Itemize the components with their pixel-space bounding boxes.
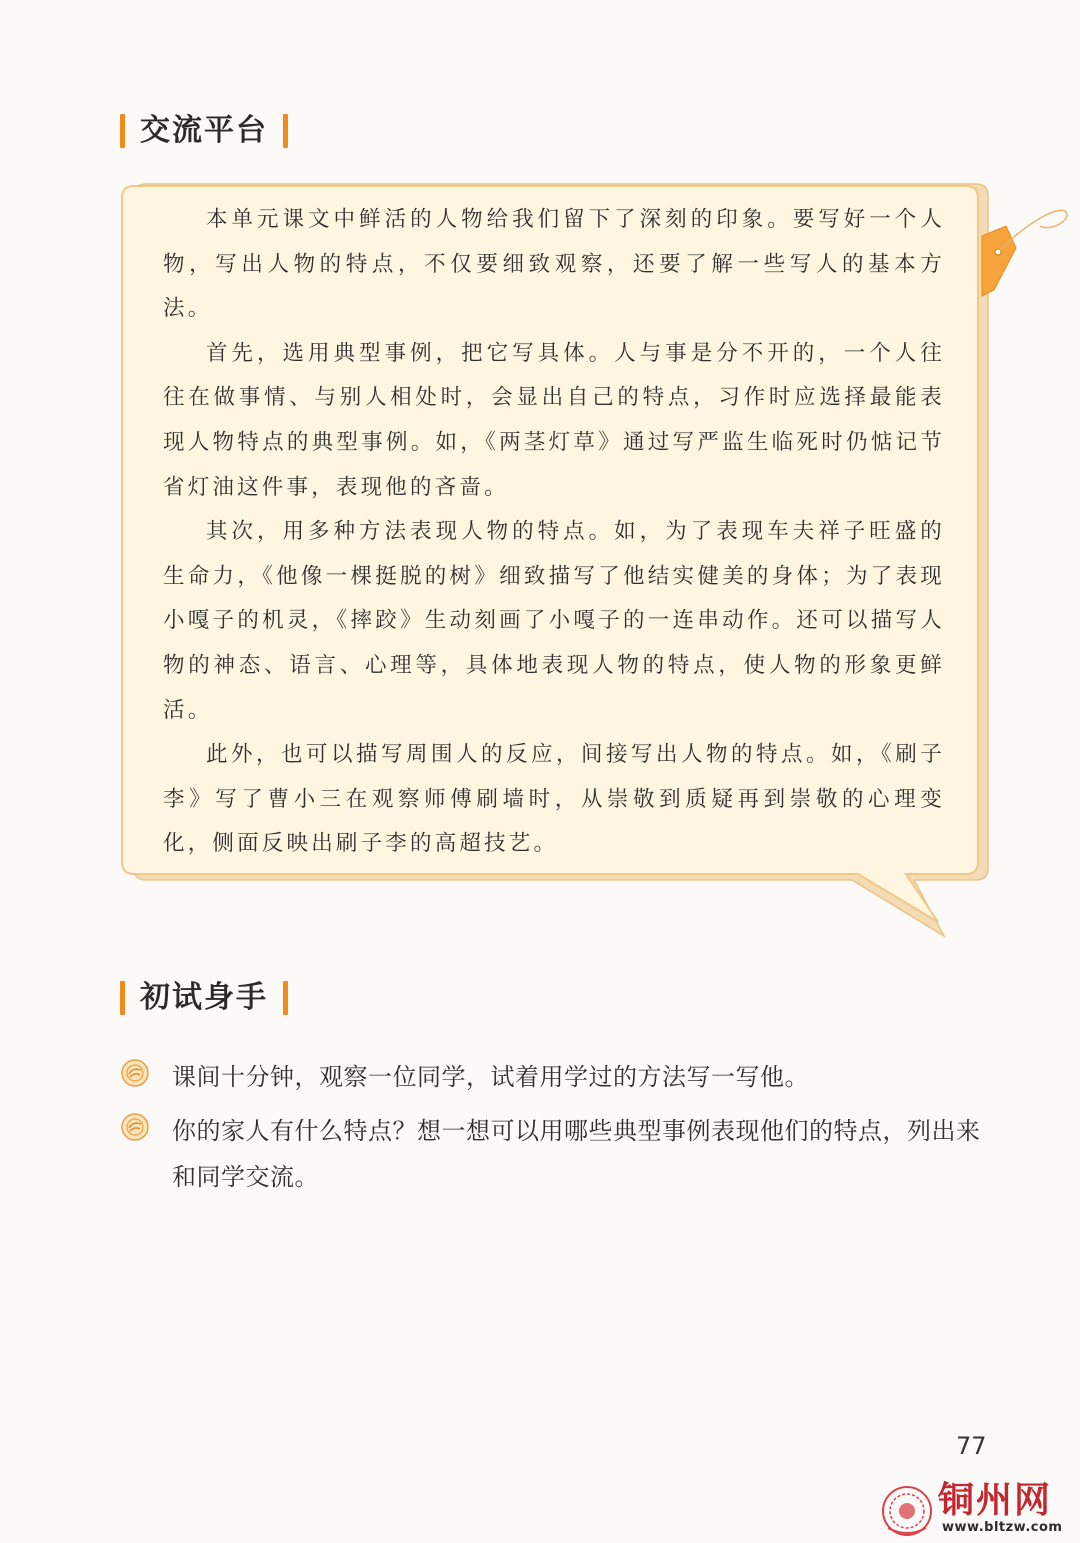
bookmark-tag-icon xyxy=(982,210,1067,296)
watermark-url: www.bltzw.com xyxy=(942,1520,1063,1535)
header-bar-left xyxy=(120,981,125,1015)
paragraph-first: 首先，选用典型事例，把它写具体。人与事是分不开的，一个人往往在做事情、与别人相处时，会显出自己的特点，习作时应选择最能表现人物特点的典型事例。如，《两茎灯草》通过写严监生临死时仍惦记节省灯油这件事，表现他的吝啬。 xyxy=(163,340,945,500)
page-number: 77 xyxy=(956,1432,987,1460)
paragraph-intro: 本单元课文中鲜活的人物给我们留下了深刻的印象。要写好一个人物，写出人物的特点，不仅要细致观察，还要了解一些写人的基本方法。 xyxy=(163,207,945,322)
seal-logo-icon xyxy=(880,1484,934,1538)
section-title: 交流平台 xyxy=(140,113,268,148)
watermark-name: 铜州网 xyxy=(938,1479,1053,1521)
section-title: 初试身手 xyxy=(140,980,268,1015)
task-text: 你的家人有什么特点？想一想可以用哪些典型事例表现他们的特点，列出来和同学交流。 xyxy=(172,1117,981,1191)
task-text: 课间十分钟，观察一位同学，试着用学过的方法写一写他。 xyxy=(172,1063,809,1091)
paragraph-third: 此外，也可以描写周围人的反应，间接写出人物的特点。如，《刷子李》写了曹小三在观察师傅刷墙时，从崇敬到质疑再到崇敬的心理变化，侧面反映出刷子李的高超技艺。 xyxy=(163,742,945,857)
bullet-icon xyxy=(120,1058,150,1088)
exchange-platform-text xyxy=(163,198,945,867)
task-item xyxy=(120,1108,1000,1200)
task-item xyxy=(120,1054,1000,1100)
watermark xyxy=(876,1480,1076,1540)
bullet-icon xyxy=(120,1112,150,1142)
paragraph-second: 其次，用多种方法表现人物的特点。如，为了表现车夫祥子旺盛的生命力，《他像一棵挺脱的树》细致描写了他结实健美的身体；为了表现小嘎子的机灵，《摔跤》生动刻画了小嘎子的一连串动作。还可以描写人物的神态、语言、心理等，具体地表现人物的特点，使人物的形象更鲜活。 xyxy=(163,519,945,723)
header-bar-right xyxy=(283,981,288,1015)
section-header-first-try xyxy=(120,981,288,1015)
